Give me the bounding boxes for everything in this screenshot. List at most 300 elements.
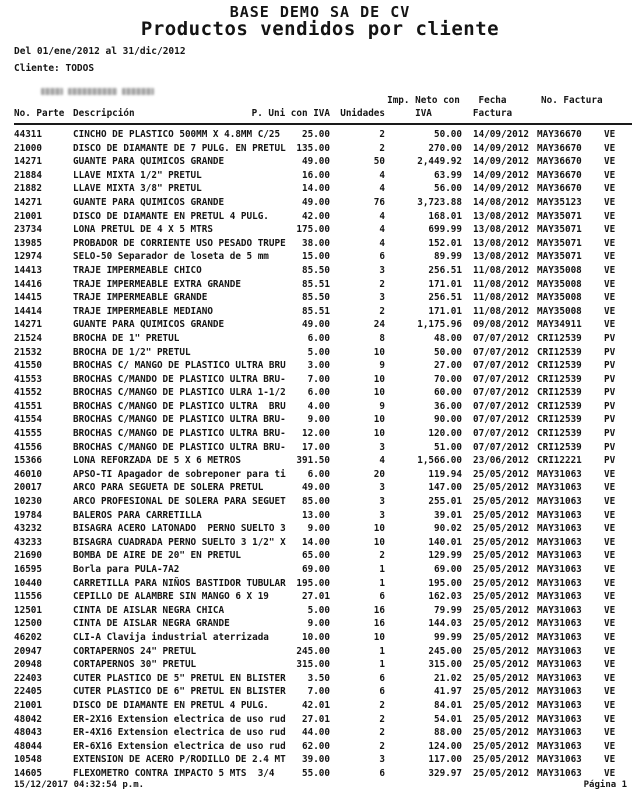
cell-importe: 1,566.00	[417, 455, 462, 467]
cell-precio: 42.01	[302, 699, 330, 711]
table-row	[0, 278, 640, 292]
cell-importe: 2,449.92	[417, 156, 462, 168]
redacted-word	[68, 88, 117, 95]
cell-importe: 1,175.96	[417, 319, 462, 331]
cell-precio: 38.00	[302, 237, 330, 249]
cell-descripcion: BROCHAS C/MANGO DE PLASTICO ULTRA BRU-	[73, 441, 286, 453]
cell-tipo: PV	[604, 346, 616, 358]
cell-parte: 22405	[14, 686, 42, 698]
cell-unidades: 3	[379, 441, 385, 453]
cell-precio: 85.00	[302, 496, 330, 508]
cell-precio: 85.50	[302, 264, 330, 276]
cell-fecha: 25/05/2012	[473, 523, 529, 535]
cell-unidades: 3	[379, 292, 385, 304]
table-row	[0, 155, 640, 169]
cell-fecha: 13/08/2012	[473, 237, 529, 249]
cell-factura: MAY35071	[537, 210, 582, 222]
client-filter: Cliente: TODOS	[14, 63, 95, 74]
cell-unidades: 16	[373, 618, 385, 630]
table-row	[0, 441, 640, 455]
column-header-precio: P. Uni con IVA	[251, 108, 330, 119]
cell-fecha: 25/05/2012	[473, 536, 529, 548]
cell-fecha: 25/05/2012	[473, 754, 529, 766]
cell-parte: 12501	[14, 604, 42, 616]
cell-parte: 12974	[14, 251, 42, 263]
cell-fecha: 07/07/2012	[473, 387, 529, 399]
cell-importe: 88.00	[434, 727, 462, 739]
cell-tipo: PV	[604, 360, 616, 372]
cell-parte: 14413	[14, 264, 42, 276]
cell-descripcion: GUANTE PARA QUIMICOS GRANDE	[73, 319, 225, 331]
cell-factura: MAY31063	[537, 754, 582, 766]
cell-precio: 25.00	[302, 129, 330, 140]
cell-importe: 48.00	[434, 332, 462, 344]
cell-factura: CRI12539	[537, 360, 582, 372]
cell-unidades: 50	[373, 156, 385, 168]
cell-importe: 39.01	[434, 509, 462, 521]
cell-factura: MAY31063	[537, 523, 582, 535]
cell-importe: 699.99	[428, 224, 462, 236]
report-table	[0, 128, 640, 781]
cell-importe: 120.00	[428, 428, 462, 440]
cell-descripcion: TRAJE IMPERMEABLE EXTRA GRANDE	[73, 278, 241, 290]
cell-descripcion: LONA REFORZADA DE 5 X 6 METROS	[73, 455, 241, 467]
column-header-fecha: Fecha Factura	[472, 95, 513, 119]
cell-factura: MAY31063	[537, 591, 582, 603]
cell-fecha: 25/05/2012	[473, 672, 529, 684]
cell-fecha: 13/08/2012	[473, 210, 529, 222]
cell-unidades: 10	[373, 373, 385, 385]
cell-importe: 162.03	[428, 591, 462, 603]
table-row	[0, 495, 640, 509]
cell-unidades: 6	[379, 251, 385, 263]
cell-fecha: 25/05/2012	[473, 482, 529, 494]
table-row	[0, 577, 640, 591]
cell-tipo: VE	[604, 686, 616, 698]
cell-tipo: PV	[604, 441, 616, 453]
cell-unidades: 6	[379, 591, 385, 603]
cell-importe: 147.00	[428, 482, 462, 494]
cell-importe: 90.02	[434, 523, 462, 535]
cell-unidades: 10	[373, 346, 385, 358]
table-row	[0, 645, 640, 659]
cell-unidades: 4	[379, 169, 385, 181]
cell-descripcion: BROCHAS C/MANDO DE PLASTICO ULTRA BRU-	[73, 373, 286, 385]
cell-factura: CRI12539	[537, 346, 582, 358]
cell-parte: 13985	[14, 237, 42, 249]
table-row	[0, 509, 640, 523]
cell-tipo: VE	[604, 509, 616, 521]
cell-parte: 43233	[14, 536, 42, 548]
cell-descripcion: ARCO PROFESIONAL DE SOLERA PARA SEGUET	[73, 496, 286, 508]
cell-descripcion: ER-6X16 Extension electrica de uso rud	[73, 740, 286, 752]
cell-precio: 5.00	[307, 346, 330, 358]
cell-tipo: VE	[604, 672, 616, 684]
cell-fecha: 07/07/2012	[473, 332, 529, 344]
cell-precio: 49.00	[302, 196, 330, 208]
cell-fecha: 25/05/2012	[473, 604, 529, 616]
cell-precio: 85.51	[302, 305, 330, 317]
cell-tipo: VE	[604, 156, 616, 168]
cell-parte: 19784	[14, 509, 42, 521]
cell-tipo: VE	[604, 754, 616, 766]
cell-descripcion: FLEXOMETRO CONTRA IMPACTO 5 MTS 3/4	[73, 767, 275, 779]
cell-parte: 21690	[14, 550, 42, 562]
cell-precio: 3.50	[307, 672, 330, 684]
cell-precio: 7.00	[307, 686, 330, 698]
table-row	[0, 590, 640, 604]
cell-tipo: VE	[604, 169, 616, 181]
cell-fecha: 11/08/2012	[473, 292, 529, 304]
cell-unidades: 24	[373, 319, 385, 331]
cell-precio: 39.00	[302, 754, 330, 766]
cell-tipo: VE	[604, 482, 616, 494]
cell-factura: MAY31063	[537, 577, 582, 589]
table-row	[0, 549, 640, 563]
cell-descripcion: CINTA DE AISLAR NEGRA GRANDE	[73, 618, 230, 630]
cell-importe: 99.99	[434, 631, 462, 643]
cell-parte: 10230	[14, 496, 42, 508]
column-header-factura: No. Factura	[541, 95, 603, 106]
cell-unidades: 1	[379, 577, 385, 589]
cell-fecha: 07/07/2012	[473, 441, 529, 453]
cell-precio: 6.00	[307, 468, 330, 480]
cell-factura: CRI12221	[537, 455, 582, 467]
cell-fecha: 25/05/2012	[473, 468, 529, 480]
cell-unidades: 1	[379, 564, 385, 575]
cell-precio: 175.00	[296, 224, 330, 236]
cell-tipo: VE	[604, 577, 616, 589]
cell-precio: 27.01	[302, 713, 330, 725]
cell-unidades: 2	[379, 727, 385, 739]
cell-tipo: PV	[604, 455, 616, 467]
cell-importe: 255.01	[428, 496, 462, 508]
table-row	[0, 250, 640, 264]
cell-unidades: 3	[379, 482, 385, 494]
cell-importe: 171.01	[428, 278, 462, 290]
cell-importe: 168.01	[428, 210, 462, 222]
cell-descripcion: BALEROS PARA CARRETILLA	[73, 509, 202, 521]
cell-tipo: VE	[604, 251, 616, 263]
cell-parte: 41553	[14, 373, 42, 385]
cell-descripcion: ER-2X16 Extension electrica de uso rud	[73, 713, 286, 725]
cell-unidades: 10	[373, 631, 385, 643]
cell-unidades: 6	[379, 686, 385, 698]
cell-descripcion: LLAVE MIXTA 3/8" PRETUL	[73, 183, 202, 195]
cell-tipo: VE	[604, 278, 616, 290]
cell-fecha: 09/08/2012	[473, 319, 529, 331]
cell-factura: MAY31063	[537, 604, 582, 616]
cell-parte: 12500	[14, 618, 42, 630]
cell-unidades: 10	[373, 428, 385, 440]
cell-tipo: VE	[604, 129, 616, 140]
cell-unidades: 10	[373, 536, 385, 548]
cell-unidades: 4	[379, 237, 385, 249]
cell-parte: 21000	[14, 142, 42, 154]
cell-parte: 21532	[14, 346, 42, 358]
cell-importe: 50.00	[434, 346, 462, 358]
cell-parte: 43232	[14, 523, 42, 535]
cell-tipo: VE	[604, 536, 616, 548]
column-header-unidades: Unidades	[340, 108, 385, 119]
cell-precio: 16.00	[302, 169, 330, 181]
cell-unidades: 9	[379, 360, 385, 372]
cell-descripcion: CUTER PLASTICO DE 6" PRETUL EN BLISTER	[73, 686, 286, 698]
cell-importe: 171.01	[428, 305, 462, 317]
cell-parte: 21001	[14, 699, 42, 711]
cell-factura: MAY31063	[537, 536, 582, 548]
cell-descripcion: BISAGRA CUADRADA PERNO SUELTO 3 1/2" X	[73, 536, 286, 548]
cell-tipo: VE	[604, 699, 616, 711]
cell-unidades: 2	[379, 740, 385, 752]
cell-tipo: PV	[604, 414, 616, 426]
cell-fecha: 25/05/2012	[473, 631, 529, 643]
cell-descripcion: APSO-TI Apagador de sobreponer para ti	[73, 468, 286, 480]
cell-parte: 15366	[14, 455, 42, 467]
cell-importe: 27.00	[434, 360, 462, 372]
table-row	[0, 481, 640, 495]
cell-factura: MAY36670	[537, 169, 582, 181]
cell-tipo: VE	[604, 237, 616, 249]
cell-unidades: 4	[379, 210, 385, 222]
cell-parte: 10548	[14, 754, 42, 766]
cell-importe: 79.99	[434, 604, 462, 616]
report-title: Productos vendidos por cliente	[140, 18, 500, 40]
cell-precio: 44.00	[302, 727, 330, 739]
cell-factura: MAY35071	[537, 237, 582, 249]
cell-factura: MAY36670	[537, 156, 582, 168]
table-row	[0, 604, 640, 618]
cell-descripcion: DISCO DE DIAMANTE DE 7 PULG. EN PRETUL	[73, 142, 286, 154]
cell-precio: 391.50	[296, 455, 330, 467]
table-row	[0, 740, 640, 754]
table-row	[0, 536, 640, 550]
table-row	[0, 291, 640, 305]
cell-parte: 21001	[14, 210, 42, 222]
cell-unidades: 10	[373, 414, 385, 426]
cell-factura: MAY31063	[537, 550, 582, 562]
cell-factura: MAY31063	[537, 740, 582, 752]
cell-descripcion: BROCHAS C/MANGO DE PLASTICO ULTRA BRU-	[73, 428, 286, 440]
cell-precio: 3.00	[307, 360, 330, 372]
cell-tipo: PV	[604, 332, 616, 344]
cell-tipo: VE	[604, 713, 616, 725]
cell-unidades: 76	[373, 196, 385, 208]
cell-tipo: VE	[604, 496, 616, 508]
cell-parte: 41555	[14, 428, 42, 440]
table-row	[0, 522, 640, 536]
cell-parte: 41554	[14, 414, 42, 426]
cell-factura: MAY35071	[537, 251, 582, 263]
cell-unidades: 20	[373, 468, 385, 480]
cell-fecha: 14/09/2012	[473, 129, 529, 140]
cell-importe: 56.00	[434, 183, 462, 195]
cell-tipo: VE	[604, 740, 616, 752]
cell-descripcion: CORTAPERNOS 24" PRETUL	[73, 645, 197, 657]
table-row	[0, 386, 640, 400]
cell-fecha: 23/06/2012	[473, 455, 529, 467]
cell-importe: 3,723.88	[417, 196, 462, 208]
cell-unidades: 9	[379, 400, 385, 412]
cell-tipo: PV	[604, 373, 616, 385]
cell-precio: 9.00	[307, 618, 330, 630]
cell-fecha: 07/07/2012	[473, 346, 529, 358]
cell-tipo: VE	[604, 659, 616, 671]
table-row	[0, 454, 640, 468]
cell-fecha: 14/09/2012	[473, 183, 529, 195]
cell-importe: 54.01	[434, 713, 462, 725]
cell-factura: CRI12539	[537, 387, 582, 399]
cell-precio: 85.50	[302, 292, 330, 304]
cell-unidades: 3	[379, 264, 385, 276]
table-row	[0, 468, 640, 482]
cell-parte: 14271	[14, 156, 42, 168]
cell-importe: 63.99	[434, 169, 462, 181]
cell-precio: 6.00	[307, 332, 330, 344]
cell-precio: 69.00	[302, 564, 330, 575]
cell-parte: 41551	[14, 400, 42, 412]
cell-fecha: 25/05/2012	[473, 509, 529, 521]
column-header-importe: Imp. Neto con IVA	[387, 95, 460, 119]
table-row	[0, 182, 640, 196]
cell-importe: 70.00	[434, 373, 462, 385]
table-row	[0, 413, 640, 427]
cell-factura: MAY34911	[537, 319, 582, 331]
cell-precio: 49.00	[302, 156, 330, 168]
cell-importe: 329.97	[428, 767, 462, 779]
table-row	[0, 346, 640, 360]
cell-parte: 48044	[14, 740, 42, 752]
table-row	[0, 699, 640, 713]
table-row	[0, 196, 640, 210]
column-header-descripcion: Descripción	[73, 108, 135, 119]
cell-descripcion: PROBADOR DE CORRIENTE USO PESADO TRUPE	[73, 237, 286, 249]
cell-tipo: VE	[604, 645, 616, 657]
cell-precio: 7.00	[307, 373, 330, 385]
cell-precio: 9.00	[307, 414, 330, 426]
cell-tipo: VE	[604, 183, 616, 195]
cell-importe: 41.97	[434, 686, 462, 698]
cell-fecha: 11/08/2012	[473, 264, 529, 276]
cell-fecha: 07/07/2012	[473, 360, 529, 372]
cell-fecha: 25/05/2012	[473, 713, 529, 725]
table-row	[0, 658, 640, 672]
cell-tipo: VE	[604, 550, 616, 562]
cell-factura: CRI12539	[537, 414, 582, 426]
cell-tipo: VE	[604, 224, 616, 236]
cell-importe: 315.00	[428, 659, 462, 671]
cell-parte: 21884	[14, 169, 42, 181]
cell-importe: 129.99	[428, 550, 462, 562]
cell-unidades: 4	[379, 183, 385, 195]
cell-fecha: 25/05/2012	[473, 727, 529, 739]
cell-fecha: 25/05/2012	[473, 645, 529, 657]
cell-descripcion: CINTA DE AISLAR NEGRA CHICA	[73, 604, 225, 616]
cell-fecha: 25/05/2012	[473, 740, 529, 752]
cell-descripcion: Borla para PULA-7A2	[73, 564, 180, 575]
cell-parte: 46010	[14, 468, 42, 480]
cell-importe: 60.00	[434, 387, 462, 399]
cell-factura: MAY31063	[537, 496, 582, 508]
cell-importe: 69.00	[434, 564, 462, 575]
table-row	[0, 373, 640, 387]
cell-importe: 36.00	[434, 400, 462, 412]
date-range: Del 01/ene/2012 al 31/dic/2012	[14, 46, 186, 57]
table-row	[0, 237, 640, 251]
cell-precio: 27.01	[302, 591, 330, 603]
cell-factura: CRI12539	[537, 400, 582, 412]
redacted-word	[41, 88, 63, 95]
cell-fecha: 25/05/2012	[473, 699, 529, 711]
cell-fecha: 25/05/2012	[473, 618, 529, 630]
cell-fecha: 25/05/2012	[473, 496, 529, 508]
table-row	[0, 169, 640, 183]
cell-precio: 12.00	[302, 428, 330, 440]
cell-fecha: 14/09/2012	[473, 156, 529, 168]
cell-fecha: 25/05/2012	[473, 550, 529, 562]
cell-factura: MAY36670	[537, 142, 582, 154]
cell-precio: 10.00	[302, 631, 330, 643]
cell-factura: MAY35008	[537, 278, 582, 290]
cell-descripcion: EXTENSION DE ACERO P/RODILLO DE 2.4 MT	[73, 754, 286, 766]
cell-fecha: 25/05/2012	[473, 686, 529, 698]
cell-fecha: 07/07/2012	[473, 400, 529, 412]
column-header-parte: No. Parte	[14, 108, 65, 119]
cell-parte: 14414	[14, 305, 42, 317]
cell-precio: 65.00	[302, 550, 330, 562]
cell-importe: 84.01	[434, 699, 462, 711]
cell-precio: 13.00	[302, 509, 330, 521]
cell-fecha: 25/05/2012	[473, 767, 529, 779]
cell-tipo: PV	[604, 400, 616, 412]
cell-tipo: VE	[604, 319, 616, 331]
cell-fecha: 25/05/2012	[473, 564, 529, 575]
cell-factura: MAY36670	[537, 183, 582, 195]
cell-descripcion: CINCHO DE PLASTICO 500MM X 4.8MM C/25	[73, 129, 281, 140]
cell-unidades: 3	[379, 754, 385, 766]
print-timestamp: 15/12/2017 04:32:54 p.m.	[14, 780, 145, 790]
cell-precio: 15.00	[302, 251, 330, 263]
cell-factura: MAY31063	[537, 713, 582, 725]
cell-descripcion: BROCHAS C/ MANGO DE PLASTICO ULTRA BRU	[73, 360, 286, 372]
cell-fecha: 25/05/2012	[473, 577, 529, 589]
cell-tipo: VE	[604, 523, 616, 535]
cell-tipo: VE	[604, 591, 616, 603]
cell-factura: MAY31063	[537, 699, 582, 711]
cell-unidades: 2	[379, 699, 385, 711]
cell-tipo: VE	[604, 727, 616, 739]
cell-importe: 124.00	[428, 740, 462, 752]
cell-tipo: VE	[604, 604, 616, 616]
cell-factura: CRI12539	[537, 428, 582, 440]
table-row	[0, 767, 640, 781]
cell-factura: MAY31063	[537, 767, 582, 779]
table-row	[0, 672, 640, 686]
cell-importe: 195.00	[428, 577, 462, 589]
cell-unidades: 4	[379, 455, 385, 467]
cell-parte: 14415	[14, 292, 42, 304]
table-row	[0, 210, 640, 224]
cell-parte: 20017	[14, 482, 42, 494]
cell-tipo: VE	[604, 564, 616, 575]
cell-unidades: 8	[379, 332, 385, 344]
cell-unidades: 6	[379, 767, 385, 779]
cell-importe: 144.03	[428, 618, 462, 630]
cell-importe: 89.99	[434, 251, 462, 263]
cell-parte: 16595	[14, 564, 42, 575]
cell-precio: 135.00	[296, 142, 330, 154]
cell-descripcion: DISCO DE DIAMANTE EN PRETUL 4 PULG.	[73, 210, 269, 222]
